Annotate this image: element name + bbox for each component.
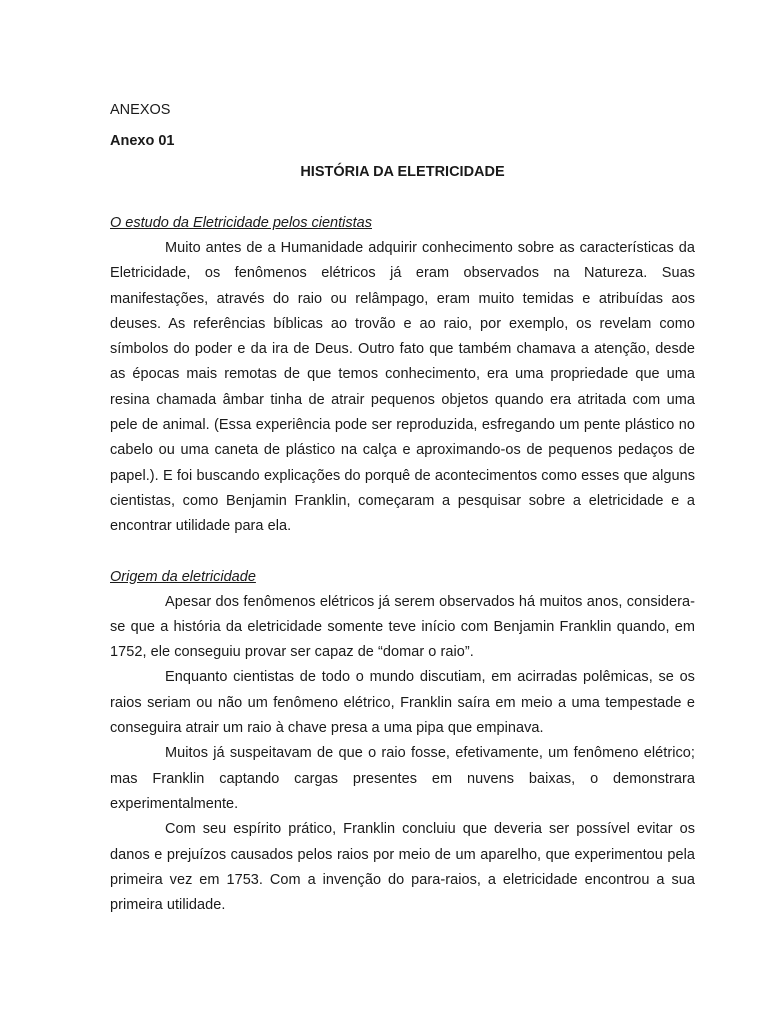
section-paragraph: Enquanto cientistas de todo o mundo discutiam, em acirradas polêmicas, se os raios seriam ou não um fenômeno elétrico, Franklin saíra em meio a uma tempestade e conseguira atrair um raio à chave presa a uma pipa que empinava.: [110, 669, 695, 737]
annex-label: Anexo 01: [110, 133, 175, 149]
section-paragraph: Muitos já suspeitavam de que o raio fosse, efetivamente, um fenômeno elétrico; mas Franklin captando cargas presentes em nuvens baixas, o demonstrara experimentalmente.: [110, 745, 695, 812]
section-study: [110, 211, 695, 540]
section-heading: Origem da eletricidade: [110, 568, 256, 585]
document-title: HISTÓRIA DA ELETRICIDADE: [300, 164, 505, 180]
section-paragraph: Com seu espírito prático, Franklin concluiu que deveria ser possível evitar os danos e prejuízos causados pelos raios por meio de um aparelho, que experimentou pela primeira vez em 1753. Com a invenção do para-raios, a eletricidade encontrou a sua primeira utilidade.: [110, 821, 695, 914]
section-origin: [110, 565, 695, 919]
section-heading: O estudo da Eletricidade pelos cientistas: [110, 215, 372, 231]
annex-kicker: ANEXOS: [110, 102, 171, 118]
section-paragraph: Muito antes de a Humanidade adquirir conhecimento sobre as características da Eletricidade, os fenômenos elétricos já eram observados na Natureza. Suas manifestações, através do raio ou relâmpago, eram muito temidas e atribuídas aos deuses. As referências bíblicas ao trovão e ao raio, por exemplo, os revelam como símbolos do poder e da ira de Deus. Outro fato que também chamava a atenção, desde as épocas mais remotas de que temos conhecimento, era uma propriedade que uma resina chamada âmbar tinha de atrair pequenos objetos quando era atritada com uma pele de animal. (Essa experiência pode ser reproduzida, esfregando um pente plástico no cabelo ou uma caneta de plástico na calça e aproximando-os de pequenos pedaços de papel.). E foi buscando explicações do porquê de acontecimentos como esses que alguns cientistas, como Benjamin Franklin, começaram a pesquisar sobre a eletricidade e a encontrar utilidade para ela.: [110, 240, 695, 535]
document-page: [110, 98, 695, 918]
section-paragraph: Apesar dos fenômenos elétricos já serem observados há muitos anos, considera-se que a história da eletricidade somente teve início com Benjamin Franklin quando, em 1752, ele conseguiu provar ser capaz de “domar o raio”.: [110, 593, 695, 661]
